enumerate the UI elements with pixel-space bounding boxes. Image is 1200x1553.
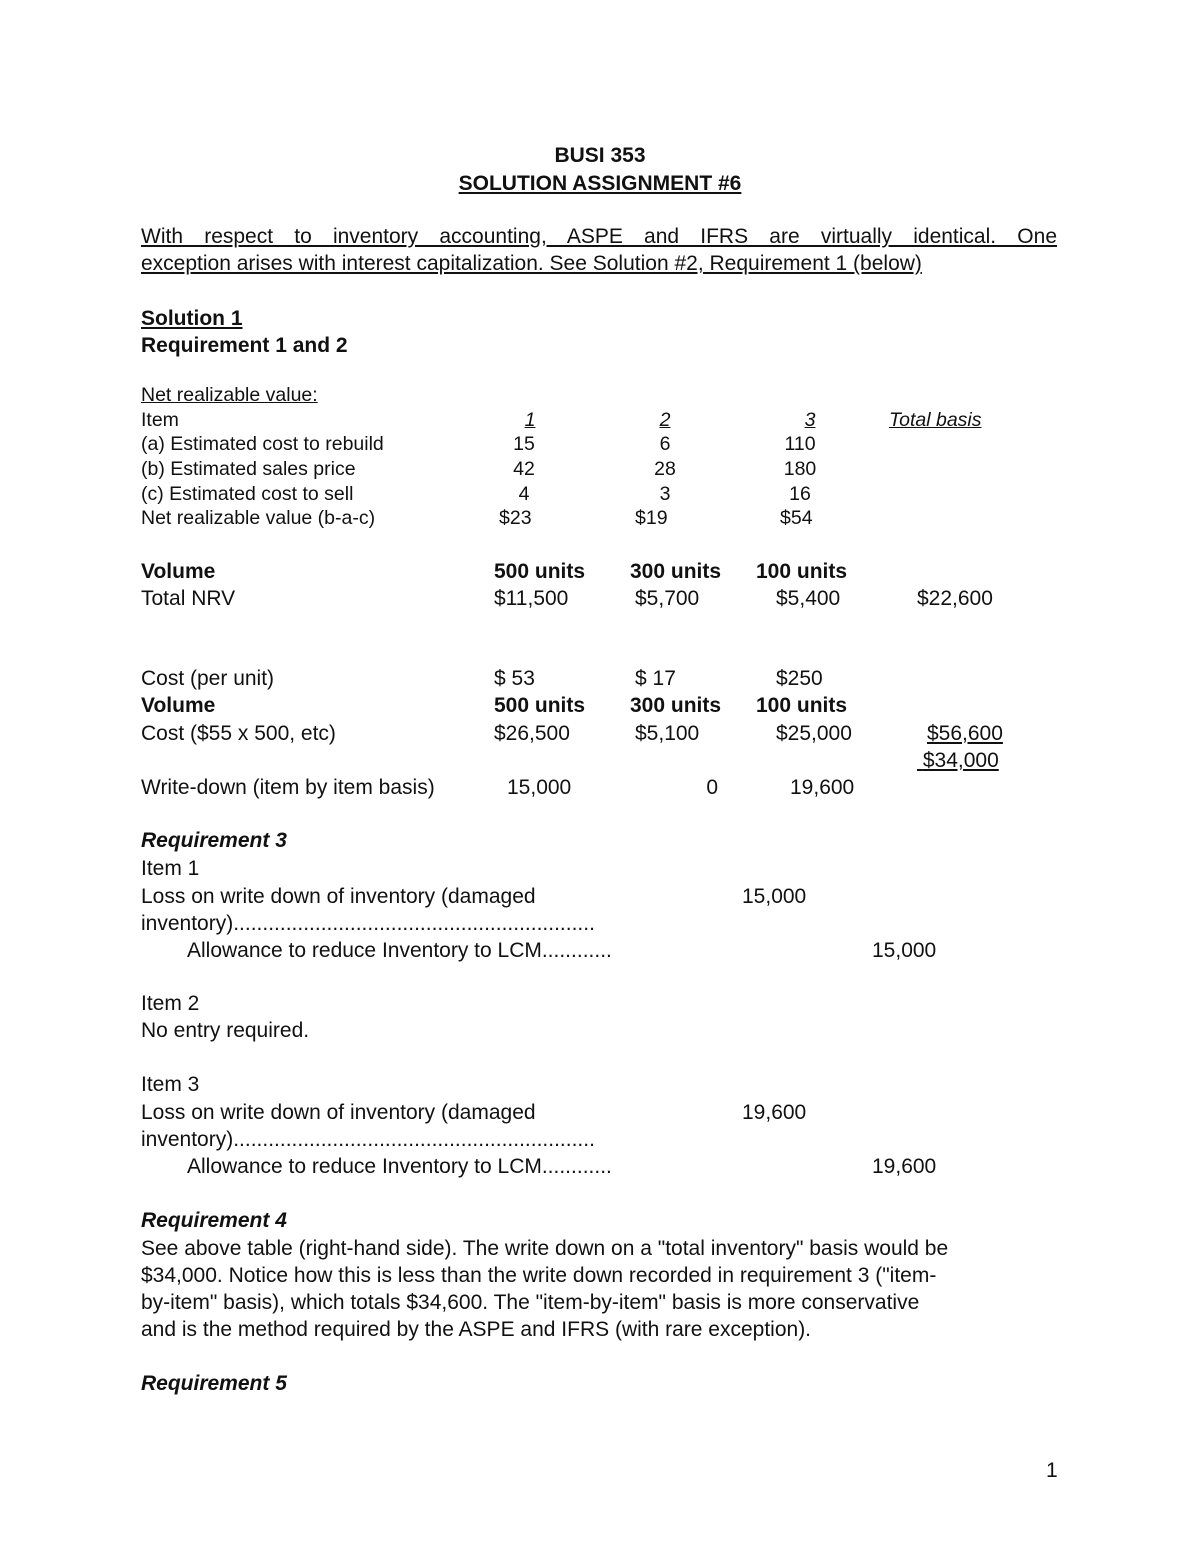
- nrv-header-col-1: 1: [524, 409, 536, 431]
- nrv-row-label: (b) Estimated sales price: [141, 458, 356, 480]
- volume-label: Volume: [141, 694, 216, 717]
- journal-debit-line: Loss on write down of inventory (damaged: [141, 885, 536, 908]
- writedown-total-basis: [917, 750, 999, 771]
- nrv-cell: 110: [784, 433, 816, 455]
- page-number: 1: [1046, 1459, 1058, 1482]
- total-nrv-cell: $11,500: [494, 587, 569, 610]
- requirement-4-line: $34,000. Notice how this is less than the write down recorded in requirement 3 ("item-: [141, 1264, 937, 1287]
- nrv-caption: Net realizable value:: [141, 384, 318, 406]
- nrv-cell: $23: [499, 507, 532, 529]
- journal-credit-line: Allowance to reduce Inventory to LCM............: [187, 939, 612, 962]
- volume-label: Volume: [141, 560, 216, 583]
- cost-total-cell: $26,500: [494, 722, 570, 745]
- item-3-title: Item 3: [141, 1073, 200, 1096]
- nrv-cell: 15: [513, 433, 535, 455]
- cost-total-cell: $5,100: [635, 722, 700, 745]
- cost-per-unit-cell: $ 53: [494, 667, 535, 690]
- total-nrv-label: Total NRV: [141, 587, 236, 610]
- cost-total-label: Cost ($55 x 500, etc): [141, 722, 336, 745]
- course-code: BUSI 353: [554, 144, 646, 167]
- journal-debit-line-cont: inventory)..............................................................: [141, 1128, 595, 1151]
- nrv-cell: 42: [513, 458, 535, 480]
- nrv-row-label: (a) Estimated cost to rebuild: [141, 433, 384, 455]
- intro-line-1: With respect to inventory accounting, ASPE and IFRS are virtually identical. One: [141, 225, 1057, 248]
- cost-per-unit-cell: $250: [776, 667, 823, 690]
- nrv-cell: 4: [518, 483, 530, 505]
- volume-cell: 500 units: [494, 560, 586, 583]
- nrv-cell: 180: [783, 458, 817, 480]
- nrv-cell: $19: [635, 507, 668, 529]
- volume-cell: 100 units: [756, 560, 848, 583]
- journal-credit-amount: 15,000: [872, 939, 937, 962]
- nrv-cell: $54: [780, 507, 813, 529]
- volume-cell: 100 units: [756, 694, 848, 717]
- nrv-cell: 16: [789, 483, 811, 505]
- item-2-text: No entry required.: [141, 1019, 310, 1042]
- nrv-header-total-basis: Total basis: [889, 409, 982, 431]
- total-nrv-total: $22,600: [917, 587, 993, 610]
- page-title: SOLUTION ASSIGNMENT #6: [458, 172, 742, 195]
- total-nrv-cell: $5,400: [776, 587, 841, 610]
- journal-debit-amount: 15,000: [742, 885, 807, 908]
- journal-debit-amount: 19,600: [742, 1101, 807, 1124]
- journal-credit-line: Allowance to reduce Inventory to LCM............: [187, 1155, 612, 1178]
- journal-debit-line-cont: inventory)..............................................................: [141, 912, 595, 935]
- nrv-cell: 3: [659, 483, 671, 505]
- cost-per-unit-label: Cost (per unit): [141, 667, 275, 690]
- nrv-row-label: (c) Estimated cost to sell: [141, 483, 354, 505]
- requirement-4-heading: Requirement 4: [141, 1209, 287, 1232]
- solution-1-heading: Solution 1: [141, 307, 243, 330]
- nrv-header-col-3: 3: [804, 409, 816, 431]
- nrv-header-label: Item: [141, 409, 179, 431]
- volume-cell: 500 units: [494, 694, 586, 717]
- nrv-header-col-2: 2: [659, 409, 671, 431]
- writedown-label: Write-down (item by item basis): [141, 776, 435, 799]
- nrv-cell: 28: [654, 458, 676, 480]
- volume-cell: 300 units: [630, 560, 722, 583]
- intro-line-2: exception arises with interest capitalization. See Solution #2, Requirement 1 (below): [141, 252, 922, 275]
- item-1-title: Item 1: [141, 857, 200, 880]
- volume-cell: 300 units: [630, 694, 722, 717]
- item-2-title: Item 2: [141, 992, 200, 1015]
- nrv-row-label: Net realizable value (b-a-c): [141, 507, 376, 529]
- requirement-4-line: by-item" basis), which totals $34,600. The "item-by-item" basis is more conservative: [141, 1291, 920, 1314]
- requirement-4-line: and is the method required by the ASPE and IFRS (with rare exception).: [141, 1318, 812, 1341]
- nrv-cell: 6: [659, 433, 671, 455]
- requirement-3-heading: Requirement 3: [141, 829, 287, 852]
- writedown-cell: 15,000: [507, 776, 572, 799]
- writedown-cell: 0: [706, 776, 718, 799]
- cost-per-unit-cell: $ 17: [635, 667, 676, 690]
- requirement-1-2-heading: Requirement 1 and 2: [141, 334, 348, 357]
- journal-debit-line: Loss on write down of inventory (damaged: [141, 1101, 536, 1124]
- total-nrv-cell: $5,700: [635, 587, 700, 610]
- requirement-4-line: See above table (right-hand side). The write down on a "total inventory" basis would be: [141, 1237, 949, 1260]
- cost-total-cell: $25,000: [776, 722, 852, 745]
- journal-credit-amount: 19,600: [872, 1155, 937, 1178]
- writedown-cell: 19,600: [790, 776, 855, 799]
- requirement-5-heading: Requirement 5: [141, 1372, 287, 1395]
- cost-total-total: $56,600: [927, 722, 1003, 745]
- writedown-total-value: $34,000: [922, 749, 999, 772]
